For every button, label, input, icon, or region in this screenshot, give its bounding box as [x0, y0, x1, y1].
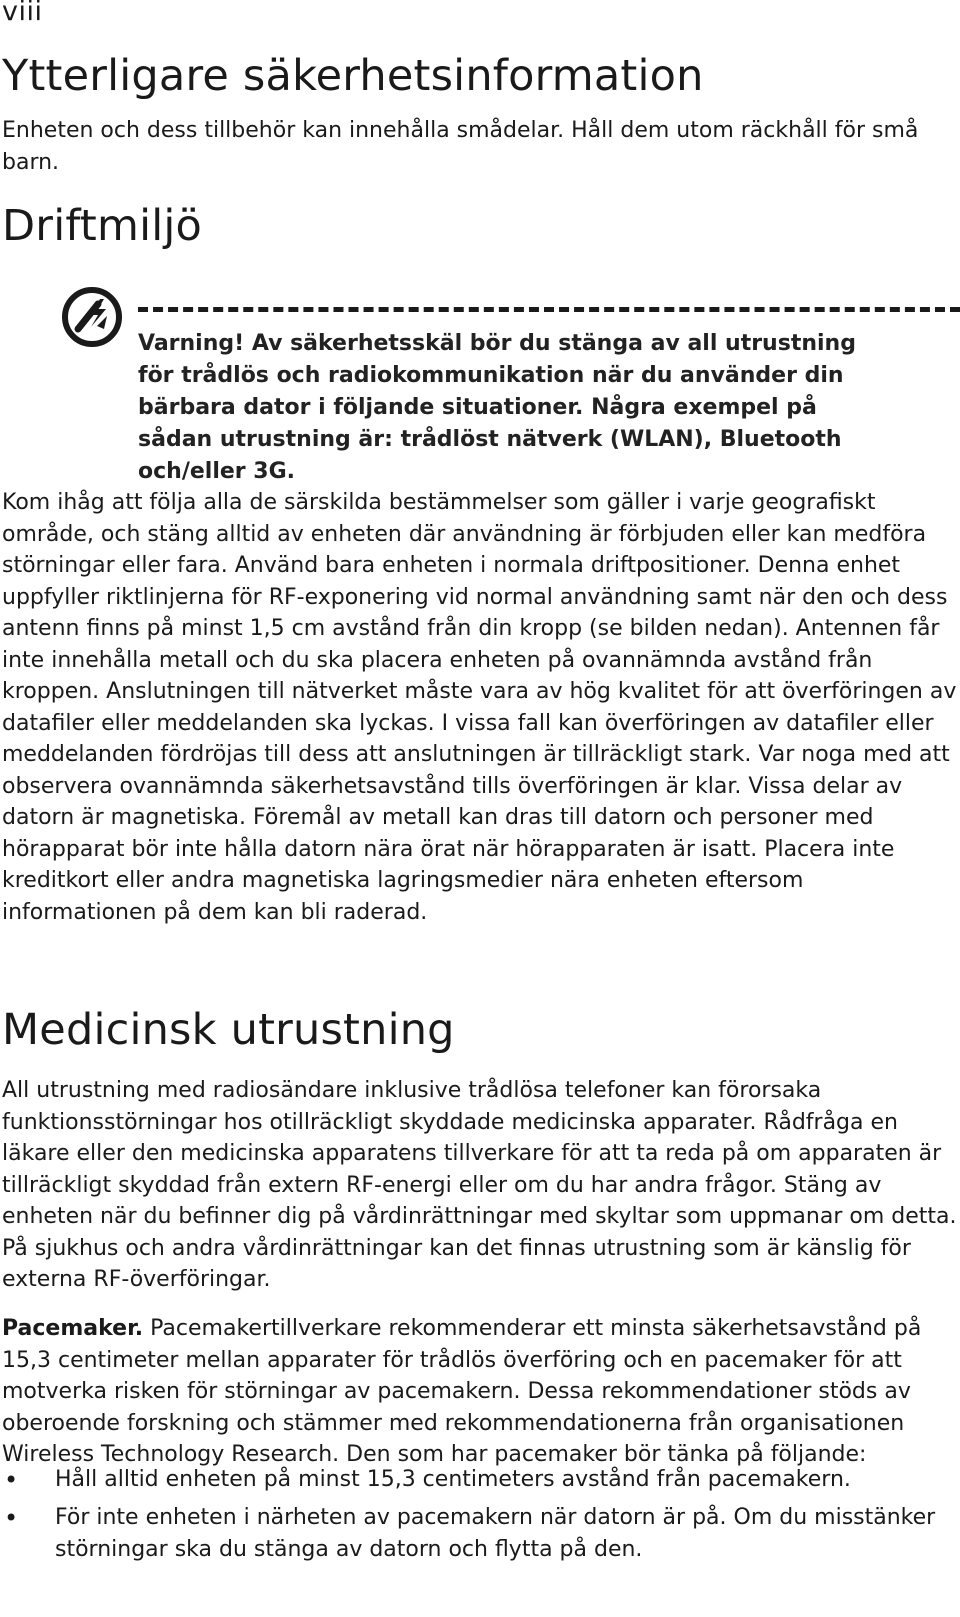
warning-lightning-icon: [60, 285, 124, 349]
heading-operating-environment: Driftmiljö: [2, 201, 203, 251]
pacemaker-text: Pacemakertillverkare rekommenderar ett minsta säkerhetsavstånd på 15,3 centimeter mellan apparater för trådlös överföring och en pacemaker för att motverka risken för störningar av pacemakern. Dessa rekommendationer stöds av oberoende forskning och stämmer med rekommendationerna från organisationen Wireless Technology Research. Den som har pacemaker bör tänka på följande:: [2, 1316, 922, 1467]
warning-text: Varning! Av säkerhetsskäl bör du stänga av all utrustning för trådlös och radiokommunikation när du använder din bärbara dator i följande situationer. Några exempel på sådan utrustning är: trådlöst nätverk (WLAN), Bluetooth och/eller 3G.: [138, 331, 856, 484]
heading-medical-equipment: Medicinsk utrustning: [2, 1005, 455, 1055]
warning-divider: [138, 307, 960, 312]
medical-paragraph: All utrustning med radiosändare inklusive trådlösa telefoner kan förorsaka funktionsstörningar hos otillräckligt skyddade medicinska apparater. Rådfråga en läkare eller den medicinska apparatens tillverkare för att ta reda på om apparaten är tillräckligt skyddad från extern RF-energi eller om du har andra frågor. Stäng av enheten när du befinner dig på vårdinrättningar med skyltar som uppmanar om detta. På sjukhus och andra vårdinrättningar kan det finnas utrustning som är känslig för externa RF-överföringar.: [2, 1078, 957, 1292]
list-item: [0, 1464, 955, 1496]
safety-paragraph: Enheten och dess tillbehör kan innehålla smådelar. Håll dem utom räckhåll för små barn.: [2, 118, 919, 175]
pacemaker-label: Pacemaker.: [2, 1316, 144, 1341]
pacemaker-advice-list: [0, 1464, 955, 1566]
heading-additional-safety: Ytterligare säkerhetsinformation: [2, 51, 704, 101]
environment-paragraph: Kom ihåg att följa alla de särskilda bestämmelser som gäller i varje geografiskt område, och stäng alltid av enheten där användning är förbjuden eller kan medföra störningar eller fara. Använd bara enheten i normala driftpositioner. Denna enhet uppfyller riktlinjerna för RF-exponering vid normal användning samt när den och dess antenn finns på minst 1,5 cm avstånd från din kropp (se bilden nedan). Antennen får inte innehålla metall och du ska placera enheten på ovannämnda avstånd från kroppen. Anslutningen till nätverket måste vara av hög kvalitet för att överföringen av datafiler eller meddelanden ska lyckas. I vissa fall kan överföringen av datafiler eller meddelanden fördröjas till dess att anslutningen är tillräckligt stark. Var noga med att observera ovannämnda säkerhetsavstånd tills överföringen är klar. Vissa delar av datorn är magnetiska. Föremål av metall kan dras till datorn och personer med hörapparat bör inte hålla datorn nära örat när hörapparaten är isatt. Placera inte kreditkort eller andra magnetiska lagringsmedier nära enheten eftersom informationen på dem kan bli raderad.: [2, 490, 957, 925]
page-number: viii: [2, 0, 43, 27]
bullet-icon: •: [4, 1466, 19, 1494]
list-item: [0, 1502, 955, 1566]
bullet-icon: •: [4, 1504, 19, 1532]
list-item-text: För inte enheten i närheten av pacemakern när datorn är på. Om du misstänker störningar ska du stänga av datorn och flytta på den.: [55, 1505, 936, 1562]
pacemaker-paragraph: [2, 1313, 957, 1471]
list-item-text: Håll alltid enheten på minst 15,3 centimeters avstånd från pacemakern.: [55, 1467, 851, 1492]
warning-callout: [60, 285, 960, 485]
